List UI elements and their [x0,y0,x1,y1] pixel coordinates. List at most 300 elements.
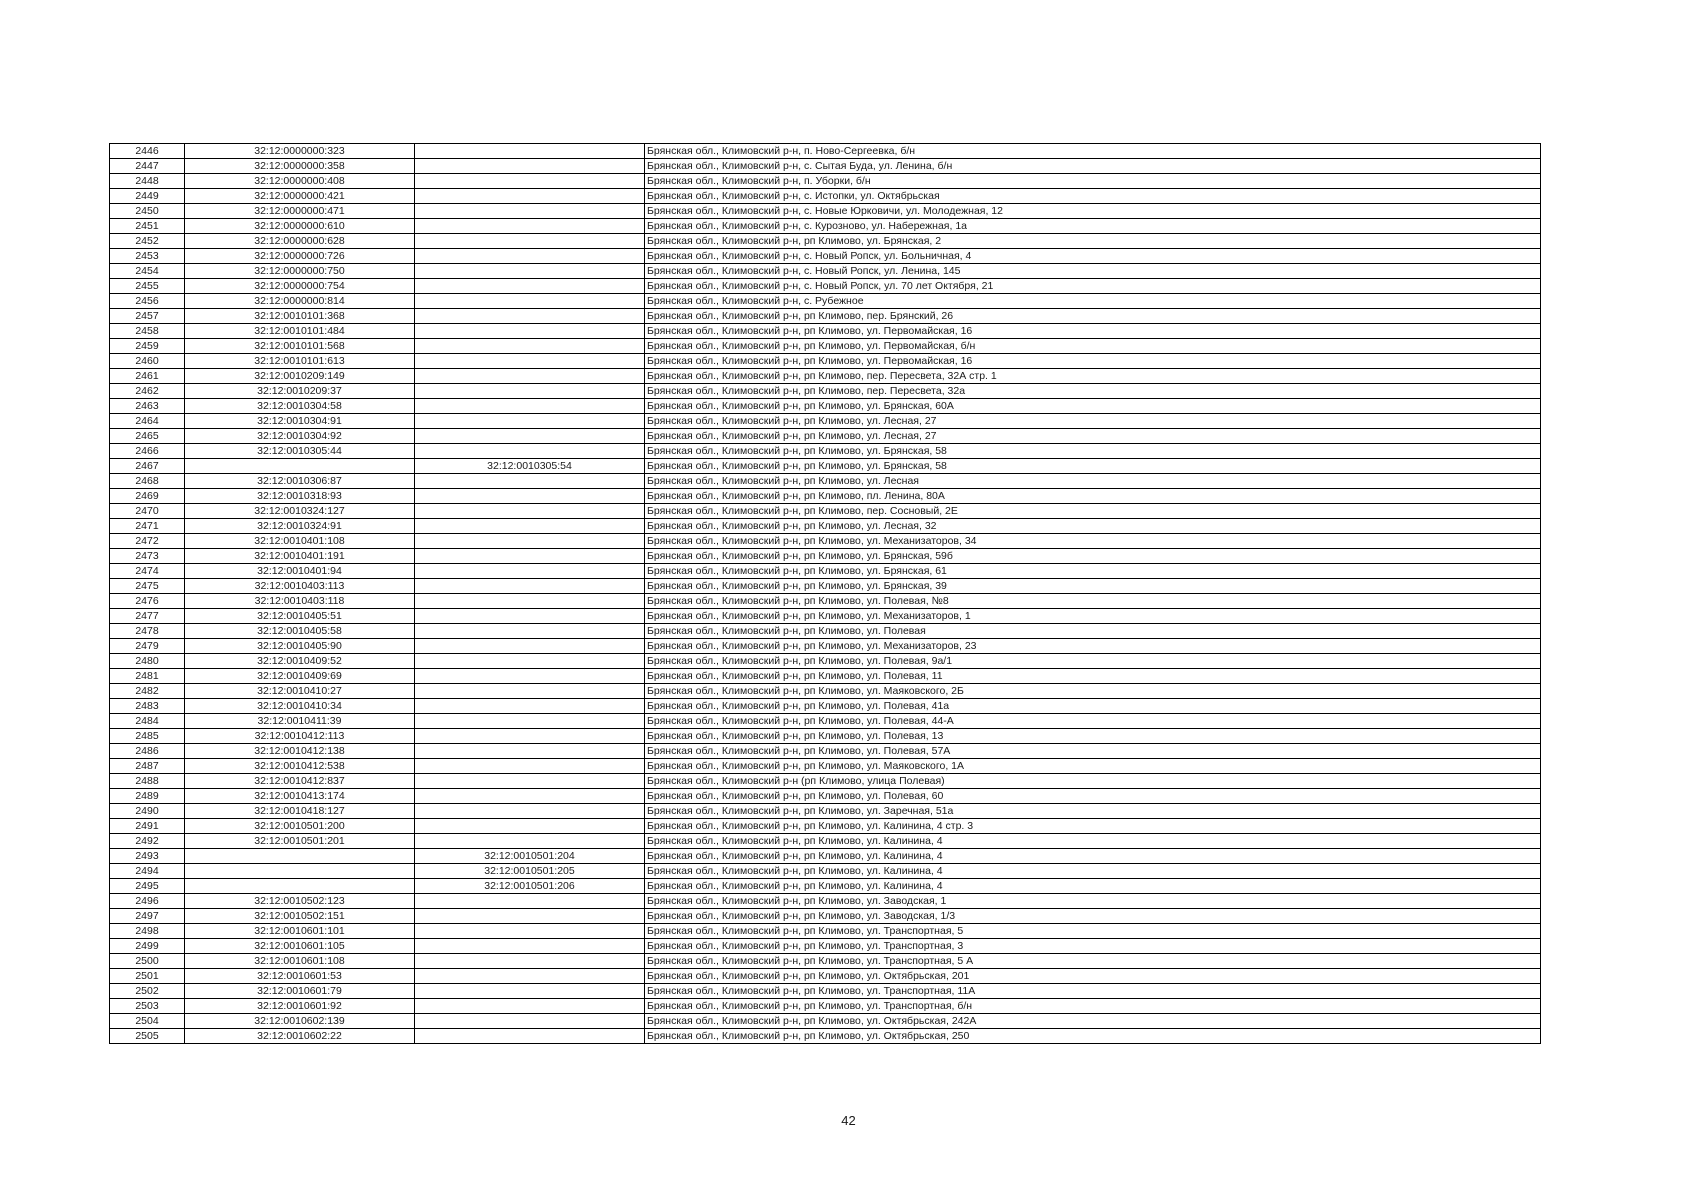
address-cell: Брянская обл., Климовский р-н, с. Рубежное [645,294,1541,309]
table-row [110,489,1541,504]
cadastral-number-alt-cell [415,399,645,414]
address-cell: Брянская обл., Климовский р-н, рп Климово, ул. Полевая, 11 [645,669,1541,684]
cadastral-number-cell: 32:12:0000000:421 [185,189,415,204]
cadastral-number-cell: 32:12:0010601:53 [185,969,415,984]
address-cell: Брянская обл., Климовский р-н, рп Климово, ул. Брянская, 2 [645,234,1541,249]
row-number-cell: 2474 [110,564,185,579]
row-number-cell: 2489 [110,789,185,804]
row-number-cell: 2495 [110,879,185,894]
table-row [110,144,1541,159]
cadastral-number-alt-cell [415,669,645,684]
cadastral-number-alt-cell [415,804,645,819]
table-row [110,954,1541,969]
table-row [110,759,1541,774]
cadastral-number-cell: 32:12:0000000:750 [185,264,415,279]
cadastral-number-cell: 32:12:0010601:108 [185,954,415,969]
address-cell: Брянская обл., Климовский р-н, рп Климово, пер. Брянский, 26 [645,309,1541,324]
cadastral-number-alt-cell [415,549,645,564]
row-number-cell: 2466 [110,444,185,459]
table-row [110,429,1541,444]
row-number-cell: 2493 [110,849,185,864]
row-number-cell: 2487 [110,759,185,774]
cadastral-number-alt-cell: 32:12:0010305:54 [415,459,645,474]
cadastral-number-alt-cell [415,369,645,384]
table-row [110,189,1541,204]
address-cell: Брянская обл., Климовский р-н, п. Ново-Сергеевка, б/н [645,144,1541,159]
address-cell: Брянская обл., Климовский р-н, рп Климово, ул. Лесная, 32 [645,519,1541,534]
cadastral-number-cell: 32:12:0010602:22 [185,1029,415,1044]
cadastral-number-cell: 32:12:0010209:149 [185,369,415,384]
row-number-cell: 2462 [110,384,185,399]
cadastral-number-cell: 32:12:0010101:613 [185,354,415,369]
address-cell: Брянская обл., Климовский р-н, рп Климово, ул. Брянская, 59б [645,549,1541,564]
cadastral-number-alt-cell [415,774,645,789]
cadastral-number-alt-cell [415,564,645,579]
cadastral-number-cell: 32:12:0010405:51 [185,609,415,624]
cadastral-number-alt-cell [415,999,645,1014]
table-row [110,309,1541,324]
table-row [110,684,1541,699]
row-number-cell: 2467 [110,459,185,474]
table-row [110,1014,1541,1029]
address-cell: Брянская обл., Климовский р-н, рп Климово, ул. Полевая, №8 [645,594,1541,609]
table-row [110,819,1541,834]
row-number-cell: 2459 [110,339,185,354]
address-cell: Брянская обл., Климовский р-н, рп Климово, ул. Маяковского, 1А [645,759,1541,774]
cadastral-number-alt-cell [415,189,645,204]
row-number-cell: 2470 [110,504,185,519]
cadastral-number-cell: 32:12:0000000:726 [185,249,415,264]
cadastral-number-cell: 32:12:0010601:79 [185,984,415,999]
table-row [110,789,1541,804]
row-number-cell: 2464 [110,414,185,429]
cadastral-number-alt-cell [415,984,645,999]
cadastral-number-alt-cell [415,234,645,249]
cadastral-number-cell: 32:12:0010601:92 [185,999,415,1014]
table-row [110,774,1541,789]
cadastral-number-alt-cell [415,354,645,369]
cadastral-number-cell: 32:12:0010401:108 [185,534,415,549]
address-cell: Брянская обл., Климовский р-н, рп Климово, ул. Первомайская, 16 [645,324,1541,339]
address-cell: Брянская обл., Климовский р-н, рп Климово, ул. Механизаторов, 34 [645,534,1541,549]
table-row [110,324,1541,339]
row-number-cell: 2483 [110,699,185,714]
row-number-cell: 2505 [110,1029,185,1044]
cadastral-number-cell: 32:12:0010501:201 [185,834,415,849]
address-cell: Брянская обл., Климовский р-н, рп Климово, ул. Брянская, 58 [645,459,1541,474]
address-cell: Брянская обл., Климовский р-н, рп Климово, ул. Заречная, 51а [645,804,1541,819]
cadastral-number-alt-cell [415,474,645,489]
address-cell: Брянская обл., Климовский р-н, рп Климово, ул. Калинина, 4 [645,879,1541,894]
table-row [110,849,1541,864]
row-number-cell: 2494 [110,864,185,879]
cadastral-number-cell: 32:12:0010409:69 [185,669,415,684]
table-row [110,984,1541,999]
row-number-cell: 2481 [110,669,185,684]
cadastral-number-cell: 32:12:0010306:87 [185,474,415,489]
cadastral-number-cell: 32:12:0010101:368 [185,309,415,324]
cadastral-number-cell: 32:12:0000000:610 [185,219,415,234]
address-cell: Брянская обл., Климовский р-н, рп Климово, ул. Октябрьская, 242А [645,1014,1541,1029]
table-row [110,579,1541,594]
table-row [110,534,1541,549]
table-row [110,609,1541,624]
address-cell: Брянская обл., Климовский р-н, рп Климово, ул. Механизаторов, 1 [645,609,1541,624]
row-number-cell: 2456 [110,294,185,309]
row-number-cell: 2463 [110,399,185,414]
address-cell: Брянская обл., Климовский р-н, рп Климово, ул. Маяковского, 2Б [645,684,1541,699]
table-row [110,999,1541,1014]
cadastral-number-alt-cell [415,384,645,399]
address-cell: Брянская обл., Климовский р-н, рп Климово, ул. Первомайская, б/н [645,339,1541,354]
table-row [110,474,1541,489]
row-number-cell: 2499 [110,939,185,954]
address-cell: Брянская обл., Климовский р-н, рп Климово, ул. Транспортная, 3 [645,939,1541,954]
cadastral-number-cell [185,879,415,894]
cadastral-number-cell: 32:12:0010403:118 [185,594,415,609]
address-cell: Брянская обл., Климовский р-н, рп Климово, ул. Заводская, 1/3 [645,909,1541,924]
address-cell: Брянская обл., Климовский р-н, рп Климово, ул. Полевая, 57А [645,744,1541,759]
row-number-cell: 2458 [110,324,185,339]
row-number-cell: 2501 [110,969,185,984]
table-row [110,294,1541,309]
row-number-cell: 2503 [110,999,185,1014]
table-row [110,1029,1541,1044]
page-number: 42 [841,1113,856,1128]
row-number-cell: 2502 [110,984,185,999]
row-number-cell: 2497 [110,909,185,924]
address-cell: Брянская обл., Климовский р-н, рп Климово, ул. Калинина, 4 [645,849,1541,864]
table-row [110,639,1541,654]
row-number-cell: 2471 [110,519,185,534]
row-number-cell: 2492 [110,834,185,849]
row-number-cell: 2461 [110,369,185,384]
address-cell: Брянская обл., Климовский р-н, рп Климово, ул. Транспортная, 5 [645,924,1541,939]
table-row [110,204,1541,219]
cadastral-number-alt-cell [415,744,645,759]
cadastral-number-cell: 32:12:0010601:101 [185,924,415,939]
row-number-cell: 2477 [110,609,185,624]
cadastral-number-cell: 32:12:0000000:471 [185,204,415,219]
address-cell: Брянская обл., Климовский р-н, рп Климово, ул. Лесная [645,474,1541,489]
row-number-cell: 2498 [110,924,185,939]
table-row [110,159,1541,174]
cadastral-number-cell: 32:12:0010410:34 [185,699,415,714]
row-number-cell: 2475 [110,579,185,594]
table-row [110,384,1541,399]
cadastral-number-alt-cell [415,444,645,459]
cadastral-number-cell: 32:12:0010405:58 [185,624,415,639]
row-number-cell: 2484 [110,714,185,729]
address-cell: Брянская обл., Климовский р-н, с. Курознoво, ул. Набережная, 1а [645,219,1541,234]
address-cell: Брянская обл., Климовский р-н, п. Уборки, б/н [645,174,1541,189]
cadastral-number-cell [185,864,415,879]
table-row [110,624,1541,639]
table-row [110,564,1541,579]
row-number-cell: 2465 [110,429,185,444]
cadastral-number-alt-cell [415,729,645,744]
table-row [110,939,1541,954]
cadastral-number-alt-cell [415,579,645,594]
cadastral-number-alt-cell [415,534,645,549]
cadastral-number-alt-cell [415,1029,645,1044]
address-cell: Брянская обл., Климовский р-н, с. Новый Ропск, ул. Больничная, 4 [645,249,1541,264]
cadastral-number-cell: 32:12:0010403:113 [185,579,415,594]
table-row [110,354,1541,369]
cadastral-number-alt-cell [415,684,645,699]
cadastral-number-cell: 32:12:0010502:123 [185,894,415,909]
address-cell: Брянская обл., Климовский р-н, рп Климово, ул. Калинина, 4 [645,834,1541,849]
cadastral-number-alt-cell [415,654,645,669]
table-row [110,234,1541,249]
cadastral-number-alt-cell [415,504,645,519]
address-cell: Брянская обл., Климовский р-н, рп Климово, ул. Октябрьская, 250 [645,1029,1541,1044]
cadastral-number-cell: 32:12:0010324:91 [185,519,415,534]
cadastral-number-cell: 32:12:0010602:139 [185,1014,415,1029]
row-number-cell: 2448 [110,174,185,189]
cadastral-number-alt-cell [415,309,645,324]
cadastral-number-cell: 32:12:0010412:138 [185,744,415,759]
cadastral-number-cell: 32:12:0010412:113 [185,729,415,744]
row-number-cell: 2478 [110,624,185,639]
cadastral-number-cell: 32:12:0010304:58 [185,399,415,414]
row-number-cell: 2468 [110,474,185,489]
row-number-cell: 2480 [110,654,185,669]
row-number-cell: 2486 [110,744,185,759]
address-cell: Брянская обл., Климовский р-н, рп Климово, ул. Брянская, 58 [645,444,1541,459]
cadastral-number-alt-cell [415,624,645,639]
row-number-cell: 2473 [110,549,185,564]
row-number-cell: 2469 [110,489,185,504]
cadastral-number-alt-cell [415,789,645,804]
row-number-cell: 2455 [110,279,185,294]
table-row [110,219,1541,234]
address-cell: Брянская обл., Климовский р-н, с. Новый Ропск, ул. Ленина, 145 [645,264,1541,279]
cadastral-number-alt-cell [415,969,645,984]
cadastral-number-alt-cell [415,594,645,609]
table-row [110,399,1541,414]
cadastral-number-alt-cell [415,834,645,849]
cadastral-number-alt-cell [415,429,645,444]
table-row [110,459,1541,474]
table-row [110,519,1541,534]
address-cell: Брянская обл., Климовский р-н, рп Климово, ул. Лесная, 27 [645,429,1541,444]
cadastral-number-alt-cell [415,264,645,279]
table-row [110,279,1541,294]
cadastral-number-alt-cell [415,279,645,294]
address-cell: Брянская обл., Климовский р-н, рп Климово, ул. Транспортная, 11А [645,984,1541,999]
table-row [110,549,1541,564]
address-cell: Брянская обл., Климовский р-н, рп Климово, ул. Полевая, 41а [645,699,1541,714]
cadastral-number-alt-cell [415,954,645,969]
address-cell: Брянская обл., Климовский р-н, рп Климово, ул. Калинина, 4 стр. 3 [645,819,1541,834]
cadastral-number-cell: 32:12:0010318:93 [185,489,415,504]
table-row [110,969,1541,984]
cadastral-number-alt-cell [415,174,645,189]
cadastral-number-cell: 32:12:0010413:174 [185,789,415,804]
cadastral-number-alt-cell [415,819,645,834]
address-cell: Брянская обл., Климовский р-н, рп Климово, ул. Брянская, 39 [645,579,1541,594]
cadastral-number-cell: 32:12:0010101:484 [185,324,415,339]
cadastral-number-alt-cell: 32:12:0010501:206 [415,879,645,894]
cadastral-number-cell: 32:12:0010412:837 [185,774,415,789]
row-number-cell: 2491 [110,819,185,834]
address-cell: Брянская обл., Климовский р-н, рп Климово, ул. Калинина, 4 [645,864,1541,879]
cadastral-number-alt-cell [415,414,645,429]
cadastral-number-cell: 32:12:0010412:538 [185,759,415,774]
table-row [110,894,1541,909]
cadastral-number-alt-cell [415,639,645,654]
table-row [110,249,1541,264]
cadastral-number-cell [185,849,415,864]
address-cell: Брянская обл., Климовский р-н, с. Истопки, ул. Октябрьская [645,189,1541,204]
table-row [110,924,1541,939]
cadastral-number-cell: 32:12:0010601:105 [185,939,415,954]
row-number-cell: 2446 [110,144,185,159]
address-cell: Брянская обл., Климовский р-н, рп Климово, ул. Полевая, 13 [645,729,1541,744]
cadastral-number-alt-cell [415,609,645,624]
cadastral-number-alt-cell [415,219,645,234]
cadastral-number-cell: 32:12:0010502:151 [185,909,415,924]
cadastral-number-cell: 32:12:0010405:90 [185,639,415,654]
row-number-cell: 2452 [110,234,185,249]
cadastral-number-cell: 32:12:0010401:94 [185,564,415,579]
address-cell: Брянская обл., Климовский р-н, с. Сытая Буда, ул. Ленина, б/н [645,159,1541,174]
cadastral-number-cell: 32:12:0010401:191 [185,549,415,564]
address-cell: Брянская обл., Климовский р-н, рп Климово, ул. Лесная, 27 [645,414,1541,429]
table-row [110,804,1541,819]
cadastral-number-alt-cell [415,924,645,939]
row-number-cell: 2460 [110,354,185,369]
row-number-cell: 2447 [110,159,185,174]
address-cell: Брянская обл., Климовский р-н, рп Климово, пер. Пересвета, 32А стр. 1 [645,369,1541,384]
cadastral-number-cell: 32:12:0000000:814 [185,294,415,309]
address-cell: Брянская обл., Климовский р-н, рп Климово, пер. Сосновый, 2Е [645,504,1541,519]
table-row [110,264,1541,279]
table-row [110,339,1541,354]
address-cell: Брянская обл., Климовский р-н, рп Климово, ул. Октябрьская, 201 [645,969,1541,984]
address-cell: Брянская обл., Климовский р-н, рп Климово, ул. Механизаторов, 23 [645,639,1541,654]
table-row [110,729,1541,744]
cadastral-number-cell: 32:12:0000000:754 [185,279,415,294]
cadastral-number-alt-cell [415,894,645,909]
address-cell: Брянская обл., Климовский р-н, рп Климово, ул. Полевая, 9а/1 [645,654,1541,669]
cadastral-number-alt-cell [415,324,645,339]
address-cell: Брянская обл., Климовский р-н, рп Климово, ул. Полевая [645,624,1541,639]
cadastral-number-alt-cell: 32:12:0010501:204 [415,849,645,864]
cadastral-number-alt-cell [415,519,645,534]
cadastral-number-cell: 32:12:0010418:127 [185,804,415,819]
cadastral-number-alt-cell [415,939,645,954]
table-row [110,174,1541,189]
address-cell: Брянская обл., Климовский р-н, рп Климово, ул. Брянская, 60А [645,399,1541,414]
cadastral-number-alt-cell [415,714,645,729]
row-number-cell: 2453 [110,249,185,264]
cadastral-number-alt-cell: 32:12:0010501:205 [415,864,645,879]
address-cell: Брянская обл., Климовский р-н, рп Климово, пер. Пересвета, 32а [645,384,1541,399]
table-row [110,909,1541,924]
cadastral-number-alt-cell [415,249,645,264]
address-cell: Брянская обл., Климовский р-н, рп Климово, ул. Первомайская, 16 [645,354,1541,369]
table-row [110,879,1541,894]
row-number-cell: 2451 [110,219,185,234]
row-number-cell: 2479 [110,639,185,654]
table-row [110,414,1541,429]
cadastral-number-cell: 32:12:0000000:628 [185,234,415,249]
row-number-cell: 2485 [110,729,185,744]
cadastral-number-cell: 32:12:0010324:127 [185,504,415,519]
row-number-cell: 2457 [110,309,185,324]
cadastral-number-alt-cell [415,159,645,174]
cadastral-number-cell: 32:12:0010305:44 [185,444,415,459]
cadastral-number-cell: 32:12:0000000:358 [185,159,415,174]
cadastral-number-cell: 32:12:0010209:37 [185,384,415,399]
row-number-cell: 2504 [110,1014,185,1029]
table-row [110,654,1541,669]
address-cell: Брянская обл., Климовский р-н, с. Новые Юрковичи, ул. Молодежная, 12 [645,204,1541,219]
table-row [110,744,1541,759]
row-number-cell: 2454 [110,264,185,279]
row-number-cell: 2490 [110,804,185,819]
address-cell: Брянская обл., Климовский р-н, рп Климово, ул. Полевая, 44-А [645,714,1541,729]
cadastral-number-alt-cell [415,489,645,504]
cadastral-number-cell: 32:12:0010304:92 [185,429,415,444]
row-number-cell: 2482 [110,684,185,699]
table-row [110,444,1541,459]
cadastral-number-cell: 32:12:0010409:52 [185,654,415,669]
address-cell: Брянская обл., Климовский р-н, рп Климово, ул. Транспортная, 5 А [645,954,1541,969]
cadastral-number-cell: 32:12:0010410:27 [185,684,415,699]
cadastral-number-cell: 32:12:0010101:568 [185,339,415,354]
address-cell: Брянская обл., Климовский р-н, рп Климово, ул. Полевая, 60 [645,789,1541,804]
address-cell: Брянская обл., Климовский р-н, рп Климово, пл. Ленина, 80А [645,489,1541,504]
cadastral-number-alt-cell [415,144,645,159]
cadastral-number-cell [185,459,415,474]
cadastral-number-cell: 32:12:0010411:39 [185,714,415,729]
cadastral-number-cell: 32:12:0000000:323 [185,144,415,159]
row-number-cell: 2450 [110,204,185,219]
table-body [110,144,1541,1044]
row-number-cell: 2488 [110,774,185,789]
cadastral-number-alt-cell [415,294,645,309]
row-number-cell: 2472 [110,534,185,549]
cadastral-number-alt-cell [415,204,645,219]
address-cell: Брянская обл., Климовский р-н (рп Климово, улица Полевая) [645,774,1541,789]
table-row [110,834,1541,849]
address-cell: Брянская обл., Климовский р-н, рп Климово, ул. Заводская, 1 [645,894,1541,909]
address-cell: Брянская обл., Климовский р-н, рп Климово, ул. Брянская, 61 [645,564,1541,579]
table-row [110,864,1541,879]
cadastral-number-alt-cell [415,699,645,714]
row-number-cell: 2476 [110,594,185,609]
row-number-cell: 2449 [110,189,185,204]
row-number-cell: 2500 [110,954,185,969]
cadastral-number-alt-cell [415,339,645,354]
cadastral-number-alt-cell [415,1014,645,1029]
address-cell: Брянская обл., Климовский р-н, с. Новый Ропск, ул. 70 лет Октября, 21 [645,279,1541,294]
cadastral-number-cell: 32:12:0010501:200 [185,819,415,834]
table-row [110,369,1541,384]
table-row [110,594,1541,609]
table-row [110,699,1541,714]
cadastral-number-alt-cell [415,759,645,774]
row-number-cell: 2496 [110,894,185,909]
table-row [110,669,1541,684]
address-cell: Брянская обл., Климовский р-н, рп Климово, ул. Транспортная, б/н [645,999,1541,1014]
cadastral-number-cell: 32:12:0000000:408 [185,174,415,189]
table-row [110,714,1541,729]
cadastral-number-alt-cell [415,909,645,924]
